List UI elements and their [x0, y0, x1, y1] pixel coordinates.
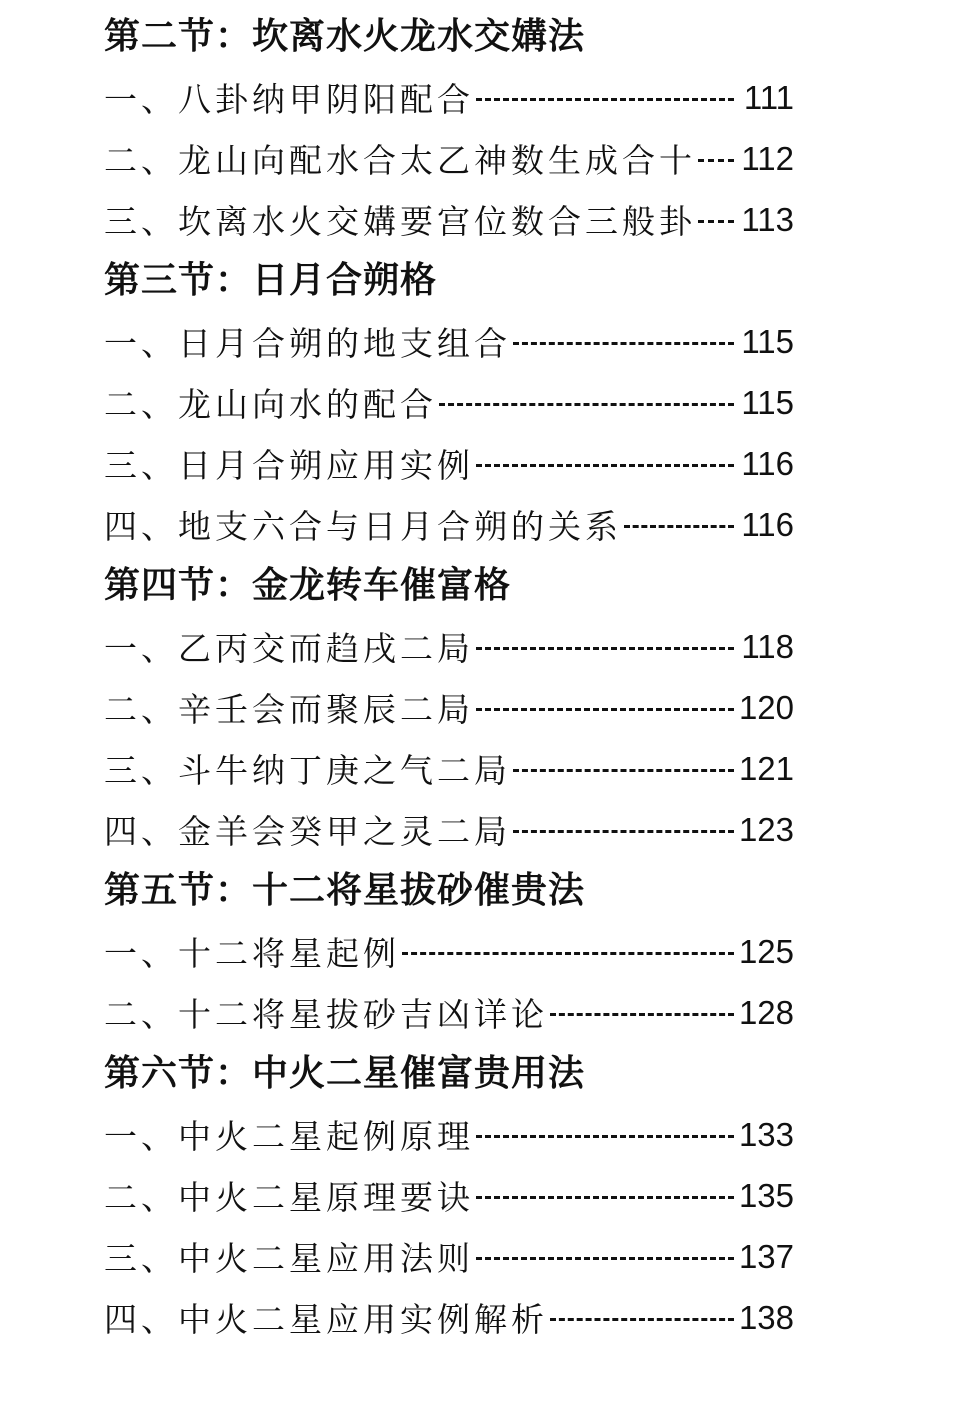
dash-leader: [698, 220, 734, 223]
toc-entry: [104, 616, 794, 677]
page-number: 135: [738, 1176, 794, 1214]
entry-title: 二、十二将星拔砂吉凶详论: [104, 995, 548, 1034]
toc-entry: [104, 1104, 794, 1165]
dash-leader: [476, 464, 734, 467]
dash-leader: [476, 708, 734, 711]
table-of-contents: [104, 6, 794, 1348]
page-number: 120: [738, 688, 794, 726]
section-title: 第三节：日月合朔格: [104, 260, 438, 301]
page-number: 113: [741, 200, 794, 238]
toc-entry: [104, 1165, 794, 1226]
toc-entry: [104, 799, 794, 860]
page-number: 118: [741, 627, 794, 665]
dash-leader: [439, 403, 734, 406]
page-number: 128: [738, 993, 794, 1031]
section-title: 第四节：金龙转车催富格: [104, 565, 512, 606]
toc-entry: [104, 189, 794, 250]
dash-leader: [476, 1135, 734, 1138]
entry-title: 四、金羊会癸甲之灵二局: [104, 812, 511, 851]
toc-entry: [104, 128, 794, 189]
section-title: 第六节：中火二星催富贵用法: [104, 1053, 586, 1094]
section-heading: [104, 860, 794, 921]
dash-leader: [476, 1257, 734, 1260]
entry-title: 四、地支六合与日月合朔的关系: [104, 507, 622, 546]
toc-entry: [104, 311, 794, 372]
toc-entry: [104, 372, 794, 433]
dash-leader: [550, 1013, 734, 1016]
page-number: 116: [741, 444, 794, 482]
section-heading: [104, 555, 794, 616]
entry-title: 三、日月合朔应用实例: [104, 446, 474, 485]
section-heading: [104, 1043, 794, 1104]
page-number: 111: [743, 78, 794, 116]
dash-leader: [513, 830, 734, 833]
dash-leader: [550, 1318, 734, 1321]
entry-title: 三、坎离水火交媾要宫位数合三般卦: [104, 202, 696, 241]
page-number: 123: [738, 810, 794, 848]
page-number: 137: [738, 1237, 794, 1275]
toc-entry: [104, 921, 794, 982]
page-number: 116: [741, 505, 794, 543]
dash-leader: [698, 159, 734, 162]
dash-leader: [624, 525, 734, 528]
entry-title: 三、中火二星应用法则: [104, 1239, 474, 1278]
entry-title: 二、龙山向配水合太乙神数生成合十: [104, 141, 696, 180]
section-heading: [104, 250, 794, 311]
entry-title: 一、乙丙交而趋戌二局: [104, 629, 474, 668]
toc-entry: [104, 494, 794, 555]
section-title: 第二节：坎离水火龙水交媾法: [104, 16, 586, 57]
toc-entry: [104, 738, 794, 799]
page-number: 133: [738, 1115, 794, 1153]
entry-title: 一、中火二星起例原理: [104, 1117, 474, 1156]
toc-entry: [104, 433, 794, 494]
toc-entry: [104, 982, 794, 1043]
page-number: 125: [738, 932, 794, 970]
toc-entry: [104, 677, 794, 738]
page-number: 115: [741, 383, 794, 421]
dash-leader: [476, 1196, 734, 1199]
section-title: 第五节：十二将星拔砂催贵法: [104, 870, 586, 911]
entry-title: 二、龙山向水的配合: [104, 385, 437, 424]
section-heading: [104, 6, 794, 67]
entry-title: 一、十二将星起例: [104, 934, 400, 973]
entry-title: 四、中火二星应用实例解析: [104, 1300, 548, 1339]
entry-title: 三、斗牛纳丁庚之气二局: [104, 751, 511, 790]
page-number: 112: [741, 139, 794, 177]
dash-leader: [513, 769, 734, 772]
entry-title: 二、中火二星原理要诀: [104, 1178, 474, 1217]
toc-entry: [104, 1226, 794, 1287]
toc-entry: [104, 67, 794, 128]
dash-leader: [476, 647, 734, 650]
dash-leader: [513, 342, 734, 345]
entry-title: 一、日月合朔的地支组合: [104, 324, 511, 363]
entry-title: 二、辛壬会而聚辰二局: [104, 690, 474, 729]
page-number: 121: [738, 749, 794, 787]
page-number: 115: [741, 322, 794, 360]
page-number: 138: [738, 1298, 794, 1336]
entry-title: 一、八卦纳甲阴阳配合: [104, 80, 474, 119]
dash-leader: [476, 98, 734, 101]
toc-entry: [104, 1287, 794, 1348]
dash-leader: [402, 952, 734, 955]
